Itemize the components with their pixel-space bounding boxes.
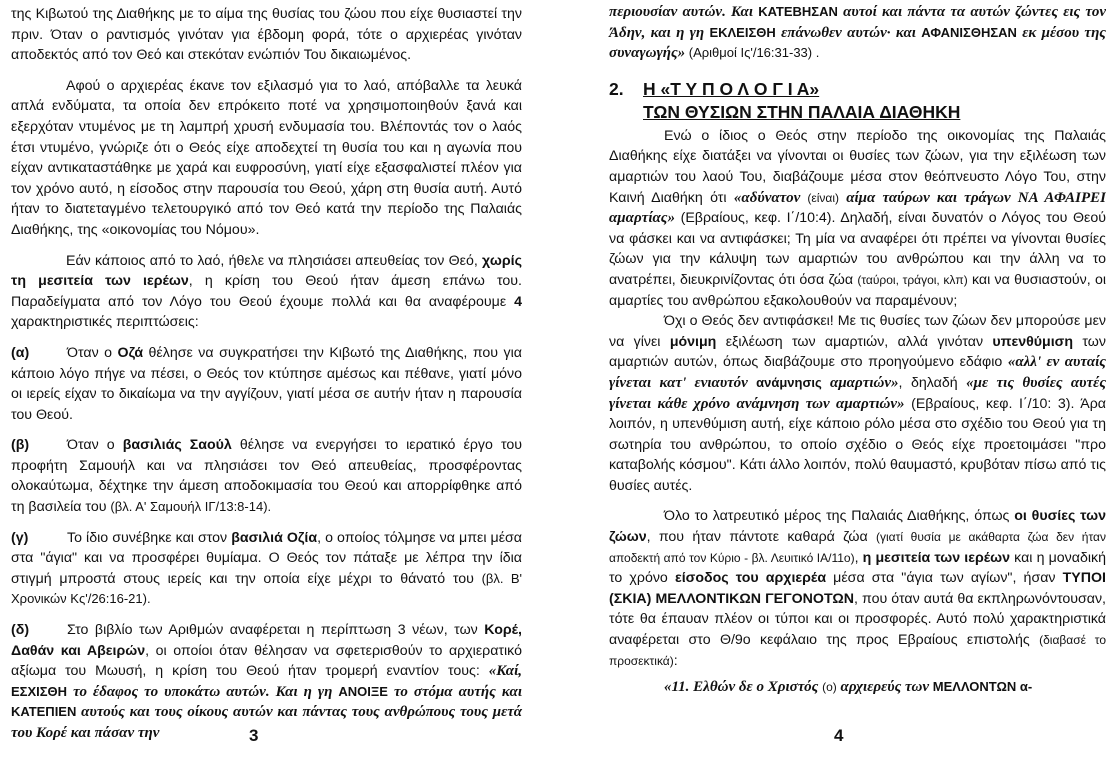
paragraph <box>11 4 522 66</box>
section-heading <box>609 78 1106 124</box>
case-c <box>11 528 522 610</box>
paragraph-text: της Κιβωτού της Διαθήκης με το αίμα της θυσίας του ζώου που είχε θυσιαστεί την πριν. Όταν ο ραντισμός γινόταν για έβδομη φορά, τότε ο αρχιερέας γινόταν αποδεκτός από τον Θεό και στεκόταν ενώπιόν Του δικαιωμένος. <box>11 6 522 64</box>
quote-caps: ανάμνησις <box>756 374 822 390</box>
quote: «11. Ελθών δε ο Χριστός <box>664 679 823 696</box>
text: θέλησε να συγκρατήσει την Κιβωτό της Διαθήκης, που για κάποιο λόγο πήγε να πέσει, ο Θεός τον κτύπησε αμέσως και πέθανε, γιατί μόνο οι ιερείς είχαν το δικαίωμα να την αγγίζουν, γιατί μέσα σε αυτήν ήταν η παρουσία του Θεού. <box>11 344 522 423</box>
heading-text: «Τ Υ Π Ο Λ Ο Γ Ι Α» <box>660 78 820 99</box>
aside: (είναι) <box>807 190 840 205</box>
emphasis: ΤΥΠΟΙ (ΣΚΙΑ) ΜΕΛΛΟΝΤΙΚΩΝ ΓΕΓΟΝΟΤΩΝ <box>609 570 1106 607</box>
text: χαρακτηριστικές περιπτώσεις: <box>11 314 199 331</box>
quote: «αδύνατον <box>733 189 808 206</box>
emphasis: υπενθύμιση <box>992 333 1074 350</box>
reference: (Αριθμοί Ις'/16:31-33) . <box>685 45 820 61</box>
quote: αρχιερεύς των <box>836 679 933 696</box>
quote: το έδαφος το υποκάτω αυτών. Και η γη <box>67 683 339 700</box>
paragraph <box>609 126 1106 311</box>
case-d <box>11 620 522 744</box>
quote: «Καί, <box>488 663 522 680</box>
quote: το στόμα αυτής και <box>387 683 522 700</box>
text: θέλησε να ενεργήσει το ιερατικό έργο του προφήτη Σαμουήλ και να πλησιάσει τον Θεό απευθείας, προσφέροντας ολοκαύτωμα, δέχτηκε την άμεση αποδοκιμασία του Θεού και απορρίφθηκε από τη βασιλεία του <box>11 437 522 516</box>
text: , η κρίση του Θεού ήταν άμεση επάνω του. Παραδείγματα από τον Λόγο του Θεού έχουμε πολλά και θα αναφέρουμε <box>11 273 522 310</box>
case-a <box>11 343 522 425</box>
text: (Εβραίους, κεφ. Ι΄/10: 3). Άρα λοιπόν, η υπενθύμιση αυτή, είχε κάποιο ρόλο μέσα στο σχέδιο του Θεού για τη σωτηρία του ανθρώπου, το οποίο σχέδιο ο Θεός είχε προετοιμάσει "προ καταβολής κόσμου". Κάτι άλλο λοιπόν, πολύ θαυμαστό, κρυβόταν πίσω από τις θυσίες αυτές. <box>609 395 1106 494</box>
quote-caps: ΑΝΟΙΞΕ <box>338 683 388 699</box>
emphasis: βασιλιά Οζία <box>231 529 318 546</box>
page-number: 4 <box>834 726 844 745</box>
text: , ο οποίος τόλμησε να μπει μέσα στα "άγια" και να προσφέρει θυμίαμα. Ο Θεός τον πάταξε με λέπρα την ίδια στιγμή μπροστά στους ιερείς και την οποία είχε μέχρι το θάνατό του <box>11 529 522 587</box>
quote: αίμα ταύρων και τράγων ΝΑ ΑΦΑΙΡΕΙ αμαρτίας» <box>609 189 1106 227</box>
left-text-column <box>11 4 522 744</box>
text: Το ίδιο συνέβηκε και στον <box>67 529 232 546</box>
right-text-column <box>609 2 1106 698</box>
quote: αυτοί και πάντα τα αυτών ζώντες εις τον Άδην, και η γη <box>609 4 1106 41</box>
emphasis: Οζά <box>117 344 144 361</box>
text: (Εβραίους, κεφ. Ι΄/10:4). Δηλαδή, είναι δυνατόν ο Λόγος του Θεού να φάσκει και να αντιφάσκει; Τη μία να αναφέρει ότι πρέπει να γίνονται θυσίες ζώων για την κάλυψη των αμαρτιών του ανθρώπου και την άλλη να το ανατρέπει, διευκρινίζοντας ότι όσα ζώα <box>609 210 1106 288</box>
quote-caps: ΜΕΛΛΟΝΤΩΝ α- <box>932 679 1033 695</box>
case-label: (δ) <box>11 622 30 639</box>
heading-text: Η <box>643 78 661 99</box>
quote-caps: ΕΣΧΙΣΘΗ <box>11 683 68 699</box>
right-page <box>553 0 1106 762</box>
quote: «με τις θυσίες αυτές γίνεται κάθε χρόνο ανάμνηση των αμαρτιών» <box>609 374 1106 412</box>
emphasis: Κορέ, Δαθάν και Αβειρών <box>11 622 522 659</box>
case-b <box>11 435 522 517</box>
quote-caps: ΑΦΑΝΙΣΘΗΣΑΝ <box>921 24 1017 40</box>
text: εξιλέωση των αμαρτιών, αλλά γινόταν <box>716 333 993 350</box>
paragraph-text: Αφού ο αρχιερέας έκανε τον εξιλασμό για το λαό, απόβαλλε τα λευκά απλά ενδύματα, τα οποία δεν επρόκειτο ποτέ να χρησιμοποιηθούν ξανά και εξερχόταν ντυμένος με τη λαμπρή χρυσή ενδυμασία του. Βλέποντάς τον ο λαός έτσι ντυμένο, γνώριζε ότι ο Θεός είχε αποδεχτεί τη θυσία του και η αγωνία που είχαν αντικαταστάθηκε με χαρά και ευφροσύνη, γιατί είχε εξασφαλιστεί πλέον για τον χρόνο αυτό, η είσοδος στην παρουσία του Θεού, χάρη στη θυσία αυτή. Αυτό ήταν το διατεταγμένο τελετουργικό από τον Θεό κατά την περίοδο της Παλαιάς Διαθήκης, της «οικονομίας του Νόμου». <box>11 77 522 238</box>
case-label: (α) <box>11 344 30 361</box>
aside: (διαβασέ το προσεκτικά) <box>609 633 1106 668</box>
reference: (βλ. Β' Χρονικών Κς'/26:16-21). <box>11 570 522 607</box>
text: Όταν ο <box>67 344 118 361</box>
emphasis: 4 <box>514 293 522 310</box>
emphasis: βασιλιάς Σαούλ <box>122 437 232 454</box>
text: , που ήταν πάντοτε καθαρά ζώα <box>646 529 876 546</box>
emphasis: χωρίς τη μεσιτεία των ιερέων <box>11 252 522 290</box>
text: , δηλαδή <box>898 374 967 391</box>
paragraph <box>609 311 1106 496</box>
quote: «αλλ' εν αυταίς γίνεται κατ' ενιαυτόν <box>609 354 1106 391</box>
text: : <box>673 652 678 669</box>
text: Ενώ ο ίδιος ο Θεός στην περίοδο της οικονομίας της Παλαιάς Διαθήκης είχε διατάξει να γίνονται οι θυσίες των ζώων, για την εξιλέωση των αμαρτιών του λαού Του, διαβάζουμε μέσα στον θεόπνευστο Λόγο Του, στην Καινή Διαθήκη ότι <box>609 127 1106 206</box>
text: και να θυσιαστούν, οι αμαρτίες του ανθρώπου εξακολουθούν να παραμένουν; <box>609 271 1106 309</box>
text: Στο βιβλίο των Αριθμών αναφέρεται η περίπτωση 3 νέων, των <box>67 622 485 639</box>
quote-caps: ΚΑΤΕΒΗΣΑΝ <box>758 4 838 19</box>
page-number: 3 <box>249 726 259 745</box>
text: μέσα στα "άγια των αγίων", ήσαν <box>826 570 1063 587</box>
emphasis: η μεσιτεία των ιερέων <box>862 549 1011 566</box>
emphasis: είσοδος του αρχιερέα <box>674 570 827 587</box>
text: , που όταν αυτά θα εκπληρωνόντουσαν, τότε θα έπαυαν πλέον οι τύποι και οι προσφορές. Αυτό πολύ χαρακτηριστικά αναφέρεται στο Θ/9ο κεφάλαιο της προς Εβραίους επιστολής <box>609 590 1106 649</box>
quote-start <box>609 677 1106 698</box>
text: Εάν κάποιος από το λαό, ήθελε να πλησιάσει απευθείας τον Θεό, <box>66 252 483 269</box>
quote: επάνωθεν αυτών· και <box>775 24 922 41</box>
case-label: (γ) <box>11 529 29 546</box>
paragraph <box>11 76 522 241</box>
text: , <box>854 549 863 566</box>
aside: (γιατί θυσία με ακάθαρτα ζώα δεν ήταν αποδεκτή από τον Κύριο - βλ. Λευιτικό ΙΑ/11ο) <box>609 530 1106 565</box>
text: Όχι ο Θεός δεν αντιφάσκει! Με τις θυσίες των ζώων δεν μπορούσε μεν να γίνει <box>609 313 1106 350</box>
aside: (ταύροι, τράγοι, κλπ) <box>857 272 968 287</box>
case-label: (β) <box>11 437 30 454</box>
emphasis: οι θυσίες των ζώων <box>609 508 1106 546</box>
quote-caps: ΚΑΤΕΠΙΕΝ <box>11 704 77 720</box>
paragraph <box>11 251 522 333</box>
reference: (βλ. Α' Σαμουήλ ΙΓ/13:8-14). <box>110 499 272 515</box>
quote-caps: ΕΚΛΕΙΣΘΗ <box>709 24 776 40</box>
quote: περιουσίαν αυτών. Και <box>609 4 759 20</box>
quote: αμαρτιών» <box>821 374 899 391</box>
text: Όταν ο <box>67 437 123 454</box>
text: και η μοναδική το χρόνο <box>609 549 1106 587</box>
quote-continuation <box>609 2 1106 64</box>
heading-subtitle: ΤΩΝ ΘΥΣΙΩΝ ΣΤΗΝ ΠΑΛΑΙΑ ΔΙΑΘΗΚΗ <box>643 101 961 122</box>
quote: εκ μέσου της συναγωγής» <box>609 24 1106 62</box>
text: των αμαρτιών αυτών, όπως διαβάζουμε στο προηγούμενο εδάφιο <box>609 333 1106 371</box>
paragraph <box>609 506 1106 671</box>
emphasis: μόνιμη <box>669 333 717 350</box>
text: , οι οποίοι όταν θέλησαν να σφετερισθούν το αρχιερατικό αξίωμα του Μωυσή, η κρίση του Θεού ήταν τρομερή εναντίον τους: <box>11 642 522 680</box>
quote: αυτούς και τους οίκους αυτών και πάντας τους ανθρώπους τους μετά του Κορέ και πάσαν την <box>11 704 522 741</box>
text: Όλο το λατρευτικό μέρος της Παλαιάς Διαθήκης, όπως <box>664 508 1015 525</box>
section-number: 2. <box>609 78 624 99</box>
aside: (ο) <box>822 680 837 695</box>
